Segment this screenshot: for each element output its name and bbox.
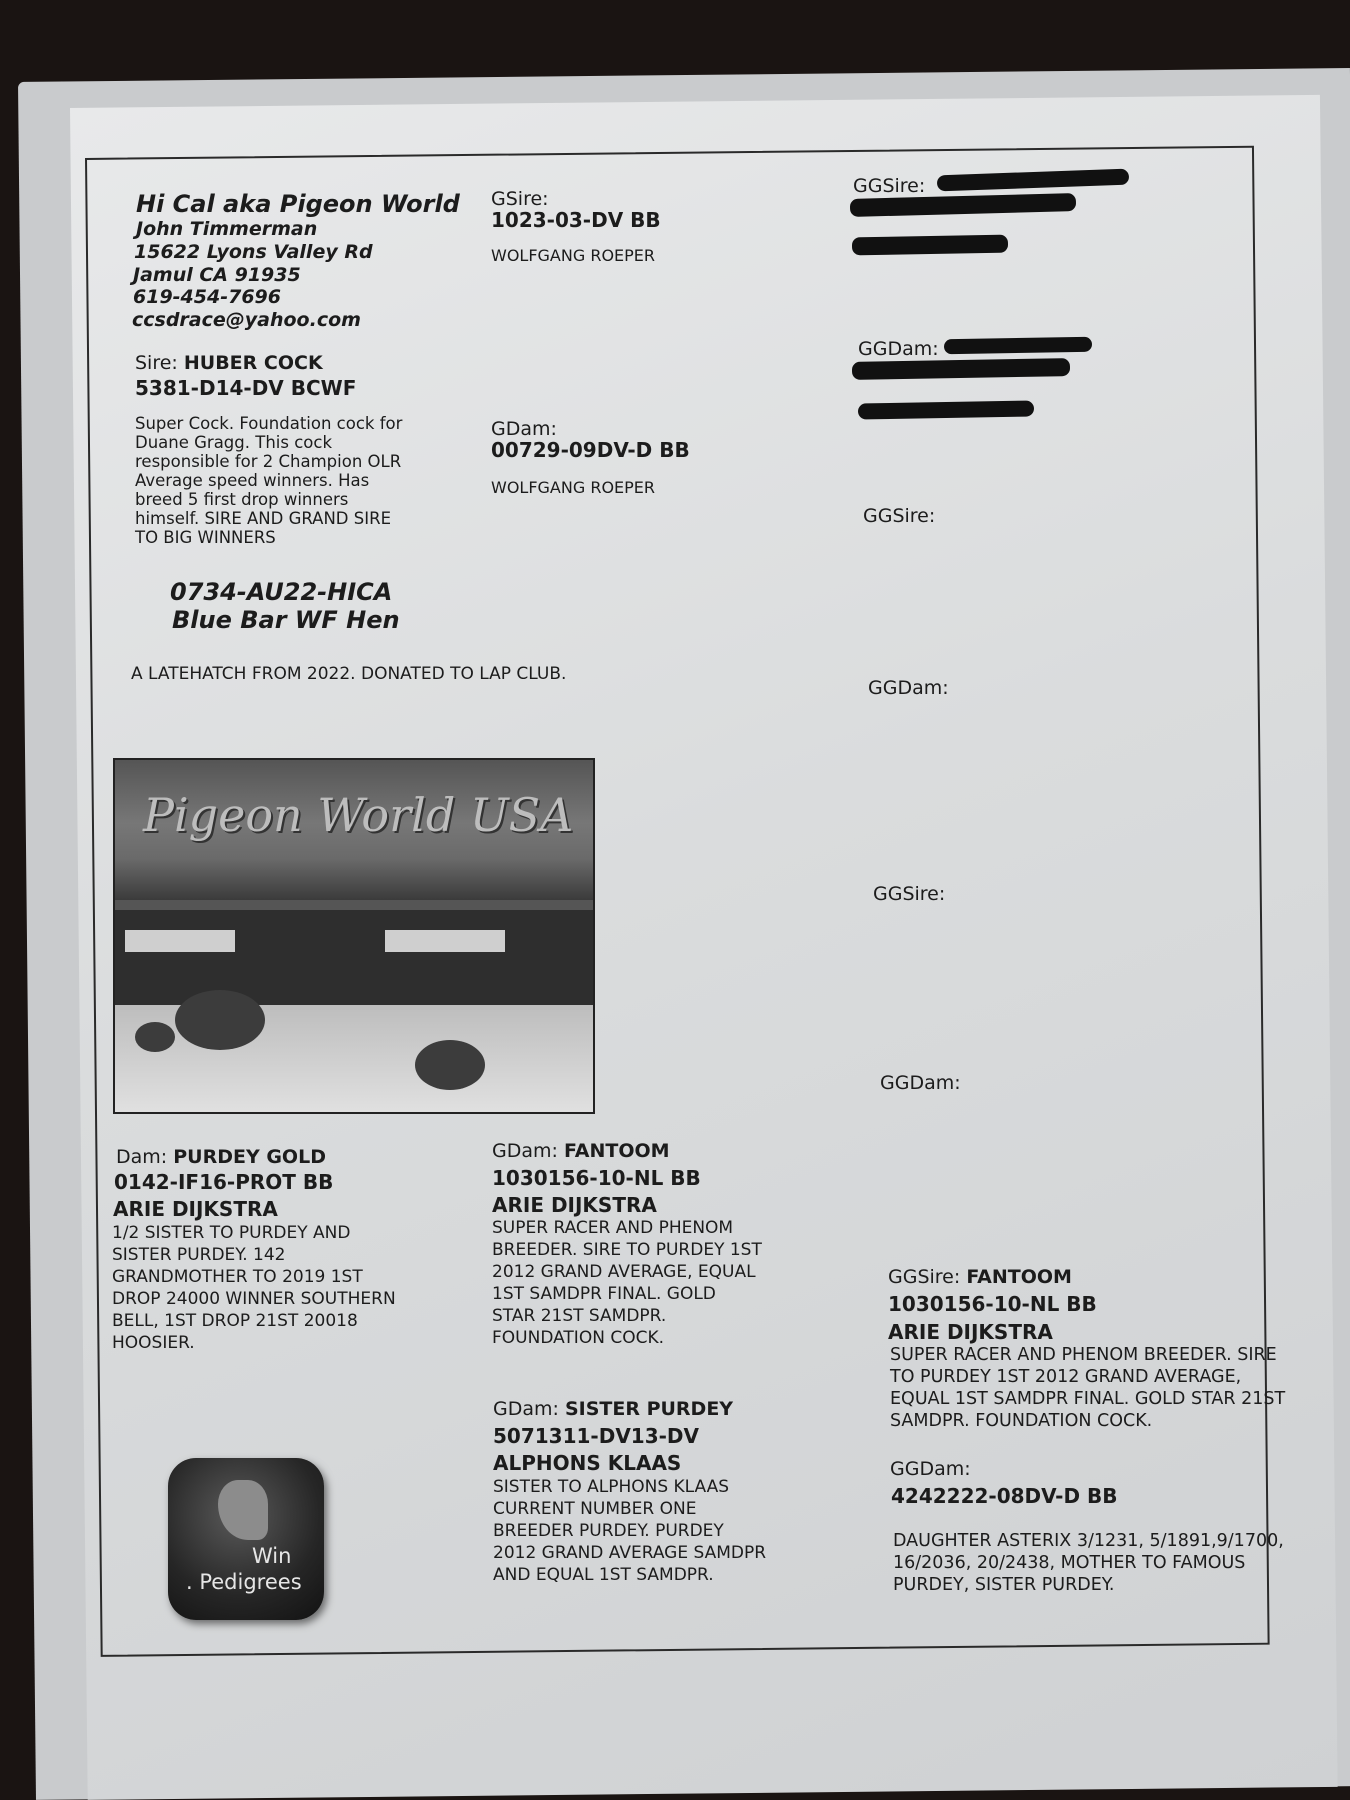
bird-band: 0734-AU22-HICA: [170, 578, 393, 606]
gdam-fantoom-notes: [492, 1217, 762, 1349]
gdam-sister-note-line: CURRENT NUMBER ONE: [493, 1499, 697, 1519]
win-pedigrees-logo-icon: [168, 1458, 324, 1620]
ggsire-fantoom-note-line: SUPER RACER AND PHENOM BREEDER. SIRE: [890, 1345, 1277, 1365]
gdam-sister-note-line: SISTER TO ALPHONS KLAAS: [493, 1477, 730, 1497]
breeder-phone: 619-454-7696: [133, 286, 281, 308]
sire-notes: [135, 414, 402, 547]
pigeon-figure-icon: [218, 1480, 268, 1540]
ggsire-fantoom-name: FANTOOM: [966, 1266, 1072, 1288]
gdam-fantoom-breeder: ARIE DIJKSTRA: [492, 1193, 657, 1217]
dam-note-line: SISTER PURDEY. 142: [112, 1245, 286, 1265]
ggsire-fantoom-band: 1030156-10-NL BB: [888, 1292, 1097, 1316]
gdam-fantoom-note-line: 2012 GRAND AVERAGE, EQUAL: [492, 1262, 756, 1282]
gdam-fantoom-name: FANTOOM: [563, 1140, 670, 1162]
loft-photo: [113, 758, 595, 1114]
breeder-email: ccsdrace@yahoo.com: [132, 309, 361, 331]
breeder-loft-name: Hi Cal aka Pigeon World: [136, 190, 460, 218]
ggdam-label-3: GGDam:: [880, 1072, 961, 1094]
gdam-fantoom-heading: [492, 1140, 670, 1162]
gdam-sister-breeder: ALPHONS KLAAS: [493, 1451, 682, 1475]
sire-label: Sire:: [135, 352, 178, 374]
dam-note-line: HOOSIER.: [112, 1333, 195, 1353]
ggsire-label-3: GGSire:: [873, 883, 946, 905]
gdam-fantoom-note-line: 1ST SAMDPR FINAL. GOLD: [492, 1284, 716, 1304]
gdam-sister-note-line: BREEDER PURDEY. PURDEY: [493, 1521, 724, 1541]
ggsire-fantoom-note-line: EQUAL 1ST SAMDPR FINAL. GOLD STAR 21ST: [890, 1389, 1286, 1409]
sire-note-line: Super Cock. Foundation cock for: [135, 414, 403, 433]
ggdam-bottom-label: GGDam:: [890, 1458, 971, 1480]
dam-note-line: 1/2 SISTER TO PURDEY AND: [112, 1223, 351, 1243]
bird-color: Blue Bar WF Hen: [172, 606, 400, 634]
app-logo-line2: . Pedigrees: [186, 1570, 302, 1594]
ggdam-bottom-note-line: 16/2036, 20/2438, MOTHER TO FAMOUS: [893, 1553, 1246, 1573]
sire-note-line: Average speed winners. Has: [135, 471, 370, 490]
gdam-sister-note-line: AND EQUAL 1ST SAMDPR.: [493, 1565, 714, 1585]
sire-name: HUBER COCK: [183, 352, 323, 374]
gdam-fantoom-note-line: BREEDER. SIRE TO PURDEY 1ST: [492, 1240, 762, 1260]
ggsire-fantoom-notes: [890, 1344, 1285, 1432]
ggsire-fantoom-note-line: TO PURDEY 1ST 2012 GRAND AVERAGE,: [890, 1367, 1242, 1387]
gdam-fantoom-band: 1030156-10-NL BB: [492, 1166, 701, 1190]
gdam-sister-name: SISTER PURDEY: [564, 1398, 734, 1420]
ggsire-label-2: GGSire:: [863, 505, 936, 527]
gdam-fantoom-note-line: SUPER RACER AND PHENOM: [492, 1218, 734, 1238]
dam-note-line: GRANDMOTHER TO 2019 1ST: [112, 1267, 363, 1287]
dam-note-line: DROP 24000 WINNER SOUTHERN: [112, 1289, 396, 1309]
gdam-sister-heading: [493, 1398, 733, 1420]
photo-title: Pigeon World USA: [143, 788, 574, 842]
dam-band: 0142-IF16-PROT BB: [114, 1170, 334, 1194]
redaction-bar: [852, 235, 1008, 256]
dam-notes: [112, 1222, 396, 1354]
gdam-breeder: WOLFGANG ROEPER: [491, 478, 656, 497]
bird-note: A LATEHATCH FROM 2022. DONATED TO LAP CLUB.: [131, 664, 567, 684]
gdam-fantoom-note-line: FOUNDATION COCK.: [492, 1328, 664, 1348]
gdam-sister-notes: [493, 1476, 766, 1586]
gsire-band: 1023-03-DV BB: [491, 208, 661, 232]
ggdam-label-1: GGDam:: [858, 338, 939, 360]
sire-note-line: TO BIG WINNERS: [135, 528, 276, 547]
sire-heading: [135, 352, 323, 374]
dam-heading: [116, 1146, 326, 1168]
gsire-label: GSire:: [491, 188, 549, 210]
redaction-bar: [858, 400, 1034, 419]
app-logo-line1: Win: [252, 1544, 292, 1568]
gdam-band: 00729-09DV-D BB: [491, 438, 690, 462]
ggdam-bottom-note-line: PURDEY, SISTER PURDEY.: [893, 1575, 1115, 1595]
sire-note-line: himself. SIRE AND GRAND SIRE: [135, 509, 391, 528]
dam-note-line: BELL, 1ST DROP 21ST 20018: [112, 1311, 358, 1331]
breeder-street: 15622 Lyons Valley Rd: [134, 241, 373, 263]
gsire-breeder: WOLFGANG ROEPER: [491, 246, 656, 265]
gdam-sister-label: GDam:: [493, 1398, 559, 1420]
breeder-city: Jamul CA 91935: [133, 264, 301, 286]
gdam-label: GDam:: [491, 418, 557, 440]
sire-note-line: Duane Gragg. This cock: [135, 433, 333, 452]
gdam-sister-note-line: 2012 GRAND AVERAGE SAMDPR: [493, 1543, 767, 1563]
gdam-fantoom-label: GDam:: [492, 1140, 558, 1162]
sire-band: 5381-D14-DV BCWF: [135, 376, 357, 400]
gdam-fantoom-note-line: STAR 21ST SAMDPR.: [492, 1306, 667, 1326]
gdam-sister-band: 5071311-DV13-DV: [493, 1424, 700, 1448]
redaction-bar: [852, 358, 1070, 380]
breeder-person: John Timmerman: [136, 218, 318, 240]
ggsire-fantoom-heading: [888, 1266, 1072, 1288]
ggsire-fantoom-breeder: ARIE DIJKSTRA: [888, 1320, 1053, 1344]
ggsire-label-1: GGSire:: [853, 175, 926, 197]
dam-breeder: ARIE DIJKSTRA: [113, 1197, 278, 1221]
ggdam-bottom-notes: [893, 1530, 1284, 1596]
redaction-bar: [944, 337, 1092, 355]
sire-note-line: responsible for 2 Champion OLR: [135, 452, 402, 471]
ggsire-fantoom-label: GGSire:: [888, 1266, 961, 1288]
dam-label: Dam:: [116, 1146, 168, 1168]
sire-note-line: breed 5 first drop winners: [135, 490, 349, 509]
ggdam-bottom-note-line: DAUGHTER ASTERIX 3/1231, 5/1891,9/1700,: [893, 1531, 1284, 1551]
ggdam-bottom-band: 4242222-08DV-D BB: [891, 1484, 1118, 1508]
dam-name: PURDEY GOLD: [173, 1146, 326, 1168]
ggdam-label-2: GGDam:: [868, 677, 949, 699]
ggsire-fantoom-note-line: SAMDPR. FOUNDATION COCK.: [890, 1411, 1153, 1431]
